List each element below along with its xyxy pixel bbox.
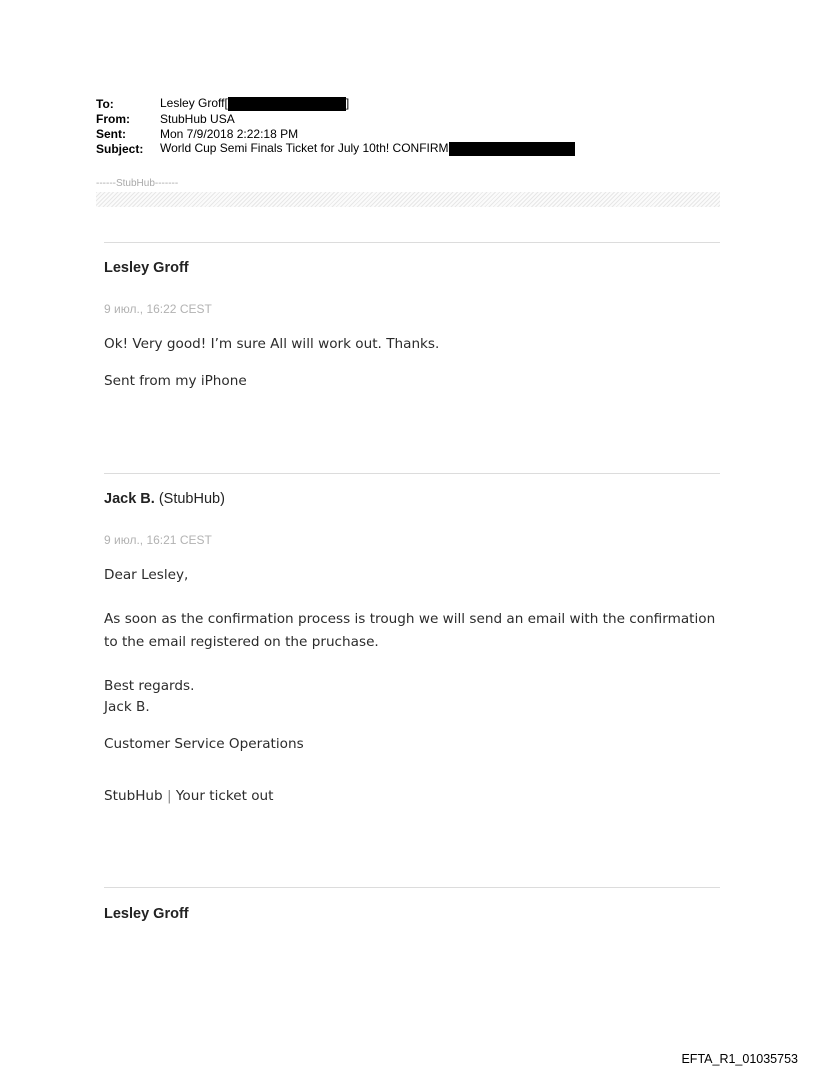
redaction-box [228,97,346,111]
author-suffix: (StubHub) [154,491,225,507]
to-label: To: [96,96,114,111]
from-row [96,111,575,126]
subject-text: World Cup Semi Finals Ticket for July 10th! CONFIRM [160,141,449,156]
message-line: Sent from my iPhone [104,373,247,389]
from-label: From: [96,111,130,126]
signature-name: Jack B. [104,699,150,715]
brand-separator: | [162,788,176,804]
subject-row [96,141,575,156]
to-value [160,96,349,111]
signature-brand [104,785,724,808]
document-id: EFTA_R1_01035753 [681,1052,798,1066]
sent-row [96,126,575,141]
to-recipient: Lesley Groff[ [160,96,228,111]
message-timestamp: 9 июл., 16:21 CEST [104,533,212,547]
message-timestamp: 9 июл., 16:22 CEST [104,302,212,316]
redaction-box [449,142,575,156]
to-row [96,96,575,111]
brand-tagline: Your ticket out [175,788,274,804]
message-closing: Best regards. [104,678,195,694]
author-name: Lesley Groff [104,906,189,922]
separator-hatch [96,192,720,207]
sent-label: Sent: [96,126,126,141]
from-value: StubHub USA [160,111,235,126]
message-line: Ok! Very good! I’m sure All will work out. Thanks. [104,336,440,352]
author-name: Lesley Groff [104,260,189,276]
separator-text: ------StubHub------- [96,178,179,189]
message-divider [104,887,720,888]
to-close-bracket: ] [345,96,350,111]
subject-value [160,141,575,156]
message-author [104,260,189,276]
author-name: Jack B. [104,491,155,507]
message-author [104,491,225,507]
message-greeting: Dear Lesley, [104,567,189,583]
email-header [96,96,575,156]
message-divider [104,473,720,474]
brand-name: StubHub [104,788,163,804]
message-body: As soon as the confirmation process is trough we will send an email with the confirmation to the email registered on the pruchase. [104,611,716,650]
sent-value: Mon 7/9/2018 2:22:18 PM [160,126,299,141]
message-divider [104,242,720,243]
subject-label: Subject: [96,141,144,156]
message-author [104,906,189,922]
signature-dept: Customer Service Operations [104,736,304,752]
